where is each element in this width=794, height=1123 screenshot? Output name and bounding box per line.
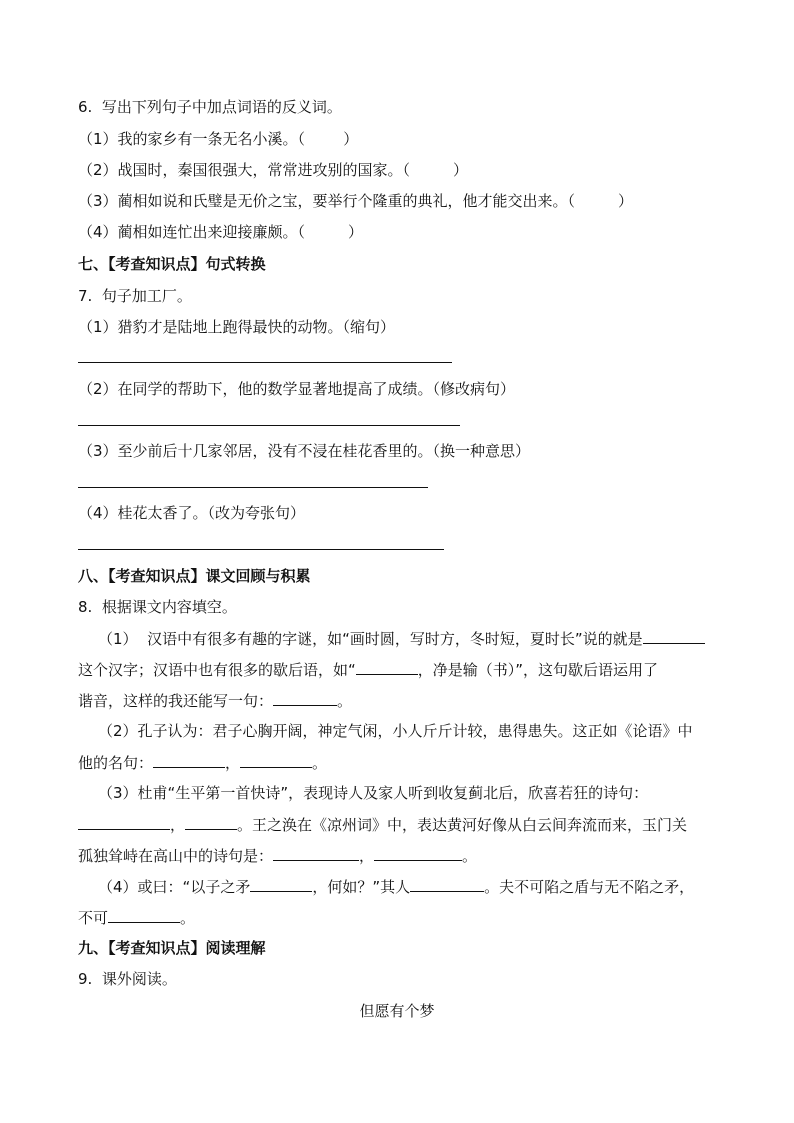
- q8-part-1-text-b: 这个汉字；汉语中也有很多的歇后语，如“: [78, 661, 356, 679]
- q8-part-1-text-d: 谐音，这样的我还能写一句：: [78, 692, 274, 710]
- question-9-stem: 9. 课外阅读。: [78, 970, 177, 988]
- blank-3-2[interactable]: [185, 813, 237, 830]
- answer-line-7-1[interactable]: [78, 362, 452, 363]
- blank-3-3[interactable]: [273, 844, 359, 861]
- blank-4-2[interactable]: [410, 875, 484, 892]
- q8-part-2-line-1: （2）孔子认为：君子心胸开阔，神定气闲，小人斤斤计较，患得患失。这正如《论语》中: [98, 722, 693, 740]
- q8-part-4-text-a: （4）或曰：“以子之矛: [98, 878, 251, 896]
- q8-part-2-line-2: [78, 751, 327, 774]
- blank-1-2[interactable]: [356, 658, 418, 675]
- answer-line-7-3[interactable]: [78, 487, 428, 488]
- q8-part-1-text-a: （1） 汉语中有很多有趣的字谜，如“画时圆，写时方，冬时短，夏时长”说的就是: [98, 630, 643, 648]
- q8-part-3-text-b: ，: [170, 816, 186, 834]
- question-6-stem: 6. 写出下列句子中加点词语的反义词。: [78, 98, 342, 116]
- answer-line-7-4[interactable]: [78, 549, 444, 550]
- q8-part-1-text-c: ，净是输（书）”，这句歇后语运用了: [417, 661, 659, 679]
- q8-part-3-text-d: 孤独耸峙在高山中的诗句是：: [78, 847, 274, 865]
- blank-3-4[interactable]: [374, 844, 462, 861]
- section-8-heading: 八、【考查知识点】课文回顾与积累: [78, 567, 311, 585]
- question-7-item-1: （1）猎豹才是陆地上跑得最快的动物。（缩句）: [78, 318, 396, 336]
- question-8-stem: 8. 根据课文内容填空。: [78, 598, 237, 616]
- question-6-item-3: （3）蔺相如说和氏璧是无价之宝，要举行个隆重的典礼，他才能交出来。（ ）: [78, 192, 633, 210]
- question-7-item-2: （2）在同学的帮助下，他的数学显著地提高了成绩。（修改病句）: [78, 380, 516, 398]
- q8-part-1-line-1: [98, 627, 705, 650]
- question-6-item-4: （4）蔺相如连忙出来迎接廉颇。（ ）: [78, 223, 363, 241]
- answer-line-7-2[interactable]: [78, 425, 460, 426]
- blank-1-1[interactable]: [643, 627, 705, 644]
- q8-part-2-text-d: 。: [312, 754, 328, 772]
- q8-part-3-line-3: [78, 844, 477, 867]
- q8-part-3-line-2: [78, 813, 687, 836]
- question-7-item-3: （3）至少前后十几家邻居，没有不浸在桂花香里的。（换一种意思）: [78, 442, 531, 460]
- q8-part-3-text-c: 。王之涣在《凉州词》中，表达黄河好像从白云间奔流而来，玉门关: [237, 816, 688, 834]
- q8-part-1-line-2: [78, 658, 658, 681]
- q8-part-1-text-e: 。: [337, 692, 353, 710]
- q8-part-3-text-f: 。: [462, 847, 478, 865]
- q8-part-4-text-b: ，何如？”其人: [312, 878, 411, 896]
- question-6-item-1: （1）我的家乡有一条无名小溪。（ ）: [78, 130, 359, 148]
- blank-2-1[interactable]: [153, 751, 225, 768]
- blank-4-3[interactable]: [108, 906, 180, 923]
- q8-part-4-line-1: [98, 875, 694, 898]
- blank-1-3[interactable]: [273, 689, 337, 706]
- blank-2-2[interactable]: [240, 751, 312, 768]
- blank-3-1[interactable]: [78, 813, 170, 830]
- q8-part-4-text-d: 不可: [78, 909, 109, 927]
- section-9-heading: 九、【考查知识点】阅读理解: [78, 939, 266, 957]
- q8-part-4-line-2: [78, 906, 195, 929]
- section-7-heading: 七、【考查知识点】句式转换: [78, 255, 266, 273]
- question-6-item-2: （2）战国时，秦国很强大，常常进攻别的国家。（ ）: [78, 161, 468, 179]
- blank-4-1[interactable]: [250, 875, 312, 892]
- q8-part-3-line-1: （3）杜甫“生平第一首快诗”，表现诗人及家人听到收复蓟北后，欣喜若狂的诗句：: [98, 784, 649, 802]
- question-7-stem: 7. 句子加工厂。: [78, 287, 192, 305]
- reading-title: 但愿有个梦: [359, 1002, 435, 1020]
- question-7-item-4: （4）桂花太香了。（改为夸张句）: [78, 504, 306, 522]
- q8-part-1-line-3: [78, 689, 352, 712]
- q8-part-4-text-c: 。夫不可陷之盾与无不陷之矛，: [484, 878, 695, 896]
- q8-part-2-text-b: 他的名句：: [78, 754, 154, 772]
- q8-part-3-text-e: ，: [359, 847, 375, 865]
- q8-part-4-text-e: 。: [180, 909, 196, 927]
- q8-part-2-text-c: ，: [225, 754, 241, 772]
